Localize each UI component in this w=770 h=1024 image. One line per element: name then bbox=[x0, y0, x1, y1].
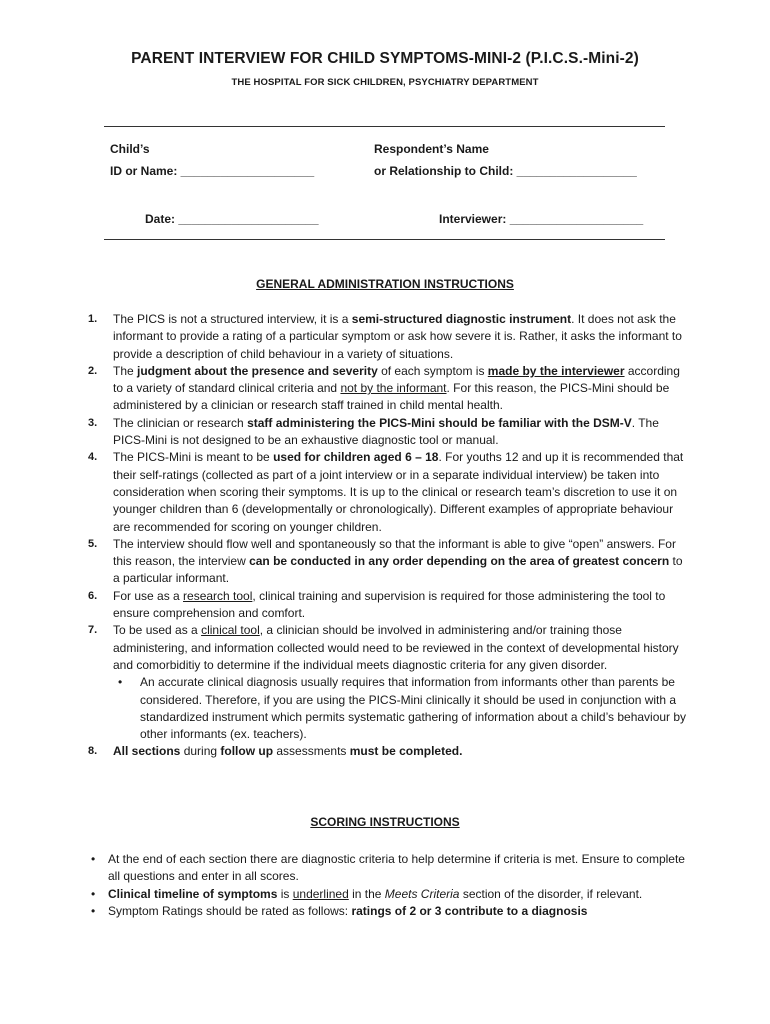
list-item bbox=[88, 743, 688, 760]
item-number: 8. bbox=[88, 745, 98, 758]
child-label-line2: ID or Name: ____________________ bbox=[110, 164, 315, 178]
list-item bbox=[88, 363, 688, 415]
list-item bbox=[88, 886, 688, 903]
sub-item-text: An accurate clinical diagnosis usually requires that information from informants other than parents be considered. Therefore, if you are using the PICS-Mini clinically it should be used in conjunction with a standardized instrument which permits systematic gathering of information about a child’s behaviour by other informants (ex. teachers). bbox=[140, 675, 687, 742]
item-text: is bbox=[277, 886, 293, 901]
respondent-label-line1: Respondent’s Name bbox=[374, 142, 489, 156]
child-label-line1: Child’s bbox=[110, 142, 150, 156]
item-text: , a clinician should be involved in administering and/or training those administering, and information collected would need to be reviewed in the context of developmental history and comorbiditiy to determine if the individual meets diagnostic criteria for any given disorder. bbox=[113, 623, 679, 672]
item-number: 2. bbox=[88, 364, 98, 377]
list-item bbox=[88, 588, 688, 623]
respondent-label-line2: or Relationship to Child: __________________ bbox=[374, 164, 637, 178]
item-text: To be used as a bbox=[113, 623, 202, 638]
bottom-divider bbox=[104, 239, 665, 240]
item-emphasis-underlined: made by the interviewer bbox=[487, 363, 625, 378]
interviewer-field[interactable]: Interviewer: ____________________ bbox=[439, 212, 644, 226]
list-item bbox=[88, 449, 688, 535]
bullet-icon: • bbox=[118, 675, 123, 690]
item-text: . For this reason, the PICS-Mini should be administered by a clinician or research staff trained in child mental health. bbox=[113, 381, 670, 413]
top-divider bbox=[104, 126, 665, 127]
item-underlined: research tool bbox=[183, 588, 253, 603]
item-italic: Meets Criteria bbox=[384, 886, 460, 901]
item-number: 7. bbox=[88, 624, 98, 637]
item-text: according to a variety of standard clinical criteria and bbox=[113, 363, 680, 396]
list-item bbox=[88, 851, 688, 886]
item-number: 6. bbox=[88, 589, 98, 602]
item-text: . It does not ask the informant to provide a rating of a particular symptom or ask how severe it is. Rather, it asks the informant to provide a description of child behaviour in a variety of situations. bbox=[113, 312, 682, 361]
scoring-instructions-list bbox=[88, 851, 688, 920]
item-text: assessments bbox=[273, 744, 350, 759]
item-emphasis: staff administering the PICS-Mini should be familiar with the DSM-V bbox=[247, 415, 632, 430]
item-text: At the end of each section there are diagnostic criteria to help determine if criteria is met. Ensure to complete all questions and enter in all scores. bbox=[108, 852, 685, 884]
item-number: 5. bbox=[88, 537, 98, 550]
item-text: . The PICS-Mini is not designed to be an exhaustive diagnostic tool or manual. bbox=[113, 415, 659, 448]
item-number: 1. bbox=[88, 313, 98, 325]
list-item bbox=[88, 903, 688, 920]
date-field[interactable]: Date: _____________________ bbox=[145, 212, 319, 226]
sub-list-item bbox=[88, 674, 688, 743]
item-number: 3. bbox=[88, 416, 98, 429]
item-emphasis: All sections bbox=[113, 744, 181, 759]
item-emphasis: semi-structured diagnostic instrument bbox=[351, 312, 572, 326]
document-title: PARENT INTERVIEW FOR CHILD SYMPTOMS-MINI-2 (P.I.C.S.-Mini-2) bbox=[131, 50, 639, 67]
list-item bbox=[88, 311, 688, 363]
item-text: in the bbox=[348, 886, 385, 901]
item-number: 4. bbox=[88, 451, 98, 464]
item-underlined: clinical tool bbox=[201, 623, 260, 638]
item-emphasis: Clinical timeline of symptoms bbox=[108, 886, 278, 901]
item-underlined: underlined bbox=[292, 886, 349, 901]
item-text: The PICS-Mini is meant to be bbox=[113, 450, 274, 465]
document-subtitle: THE HOSPITAL FOR SICK CHILDREN, PSYCHIATRY DEPARTMENT bbox=[231, 77, 539, 88]
general-instructions-list bbox=[88, 311, 688, 761]
item-emphasis: follow up bbox=[220, 744, 274, 759]
item-text: of each symptom is bbox=[377, 363, 488, 378]
item-text: Symptom Ratings should be rated as follows: bbox=[108, 903, 352, 918]
list-item bbox=[88, 622, 688, 674]
item-text: For use as a bbox=[113, 588, 184, 603]
bullet-icon: • bbox=[91, 852, 96, 866]
item-text: . For youths 12 and up it is recommended that their self-ratings (collected as part of a joint interview or in a separate individual interview) be taken into consideration when scoring their symptoms. It is up to the clinical or research team’s discretion to use it on younger children than 6 (developmentally or chronologically). Different examples of appropriate behaviour are recommended for scoring on younger children. bbox=[113, 450, 684, 534]
item-text: The PICS is not a structured interview, it is a bbox=[113, 312, 352, 326]
respondent-field[interactable] bbox=[374, 140, 637, 180]
item-text: The bbox=[113, 363, 138, 378]
item-emphasis: can be conducted in any order depending on the area of greatest concern bbox=[249, 554, 670, 569]
general-instructions-heading: GENERAL ADMINISTRATION INSTRUCTIONS bbox=[256, 277, 514, 291]
item-text: to a particular informant. bbox=[113, 554, 683, 586]
item-emphasis: ratings of 2 or 3 contribute to a diagnosis bbox=[351, 903, 588, 918]
item-text: The clinician or research bbox=[113, 415, 248, 430]
item-text: during bbox=[180, 744, 221, 759]
list-item bbox=[88, 536, 688, 588]
item-text: The interview should flow well and spontaneously so that the informant is able to give “open” answers. For this reason, the interview bbox=[113, 536, 676, 569]
child-id-field[interactable] bbox=[110, 140, 314, 180]
bullet-icon: • bbox=[91, 886, 96, 901]
bullet-icon: • bbox=[91, 903, 96, 918]
scoring-instructions-heading: SCORING INSTRUCTIONS bbox=[310, 815, 460, 829]
item-underlined: not by the informant bbox=[340, 381, 447, 396]
item-emphasis: used for children aged 6 – 18 bbox=[273, 450, 439, 465]
item-emphasis: judgment about the presence and severity bbox=[137, 363, 378, 378]
list-item bbox=[88, 415, 688, 450]
item-emphasis: must be completed. bbox=[349, 744, 463, 759]
item-text: section of the disorder, if relevant. bbox=[459, 886, 643, 901]
item-text: , clinical training and supervision is required for those administering the tool to ensure comprehension and comfort. bbox=[113, 588, 666, 621]
